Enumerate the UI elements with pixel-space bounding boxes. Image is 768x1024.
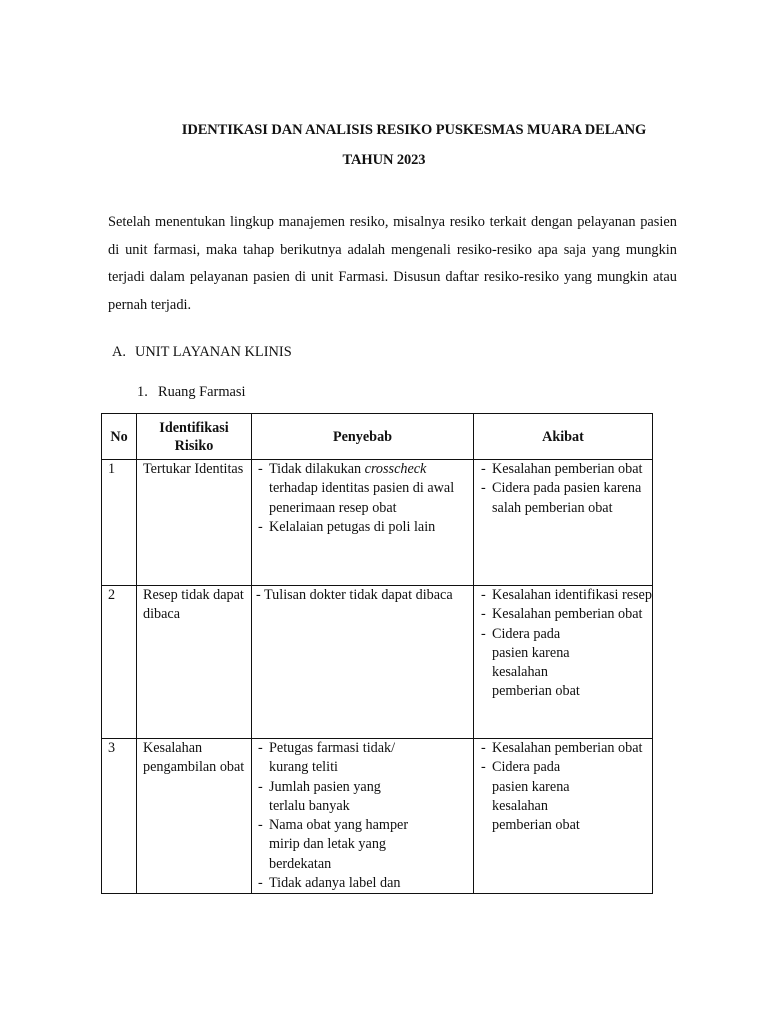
cell-penyebab: - Tulisan dokter tidak dapat dibaca bbox=[252, 586, 474, 739]
effect-item: - Cidera pada pasien karena kesalahan pemberian obat bbox=[479, 758, 652, 835]
header-no: No bbox=[102, 414, 137, 460]
cell-no: 1 bbox=[102, 460, 137, 586]
cause-item: - Kelalaian petugas di poli lain bbox=[256, 518, 473, 537]
effect-item: - Kesalahan pemberian obat bbox=[479, 460, 652, 479]
cell-penyebab bbox=[252, 460, 474, 586]
cell-akibat bbox=[474, 739, 653, 894]
cell-akibat bbox=[474, 586, 653, 739]
subsection-label: Ruang Farmasi bbox=[158, 384, 246, 400]
cause-item: - Nama obat yang hamper mirip dan letak yang berdekatan bbox=[256, 816, 413, 874]
cause-text: Tidak dilakukan bbox=[269, 461, 365, 477]
table-row bbox=[102, 460, 653, 586]
cell-identifikasi: Kesalahan pengambilan obat bbox=[137, 739, 252, 894]
cause-item: - Petugas farmasi tidak/ kurang teliti bbox=[256, 739, 413, 778]
cell-identifikasi: Tertukar Identitas bbox=[137, 460, 252, 586]
header-identifikasi: Identifikasi Risiko bbox=[137, 414, 252, 460]
cell-akibat bbox=[474, 460, 653, 586]
cause-emphasis: crosscheck bbox=[364, 461, 427, 477]
effect-list bbox=[479, 460, 652, 518]
header-penyebab: Penyebab bbox=[252, 414, 474, 460]
effect-item: - Kesalahan identifikasi resep bbox=[479, 586, 652, 605]
section-label: UNIT LAYANAN KLINIS bbox=[135, 344, 292, 360]
effect-list bbox=[479, 586, 652, 702]
table-header-row bbox=[102, 414, 653, 460]
cause-text: terhadap identitas pasien di awal penerimaan resep obat bbox=[269, 480, 455, 516]
section-marker: A. bbox=[112, 344, 126, 360]
cause-item bbox=[256, 460, 473, 518]
effect-item: - Kesalahan pemberian obat bbox=[479, 739, 652, 758]
cell-identifikasi: Resep tidak dapat dibaca bbox=[137, 586, 252, 739]
cell-penyebab bbox=[252, 739, 474, 894]
cause-list bbox=[256, 460, 473, 537]
subsection-heading bbox=[137, 384, 246, 401]
intro-paragraph: Setelah menentukan lingkup manajemen resiko, misalnya resiko terkait dengan pelayanan pasien di unit farmasi, maka tahap berikutnya adalah mengenali resiko-resiko apa saja yang mungkin terjadi dalam pelayanan pasien di unit Farmasi. Disusun daftar resiko-resiko yang mungkin atau pernah terjadi. bbox=[108, 214, 677, 313]
effect-list bbox=[479, 739, 652, 835]
document-subtitle-year: TAHUN 2023 bbox=[342, 152, 426, 168]
table-row bbox=[102, 586, 653, 739]
cause-item: - Jumlah pasien yang terlalu banyak bbox=[256, 778, 413, 817]
effect-item: - Cidera pada pasien karena salah pemberian obat bbox=[479, 479, 652, 518]
cause-list bbox=[256, 739, 413, 893]
risk-table bbox=[101, 413, 653, 894]
header-akibat: Akibat bbox=[474, 414, 653, 460]
cause-item: - Tidak adanya label dan bbox=[256, 874, 413, 893]
table-row bbox=[102, 739, 653, 894]
cell-no: 2 bbox=[102, 586, 137, 739]
document-title: IDENTIKASI DAN ANALISIS RESIKO PUSKESMAS MUARA DELANG bbox=[181, 122, 647, 138]
effect-item: - Cidera pada pasien karena kesalahan pemberian obat bbox=[479, 625, 652, 702]
section-heading bbox=[112, 344, 292, 361]
cell-no: 3 bbox=[102, 739, 137, 894]
subsection-marker: 1. bbox=[137, 384, 148, 400]
effect-item: - Kesalahan pemberian obat bbox=[479, 605, 652, 624]
